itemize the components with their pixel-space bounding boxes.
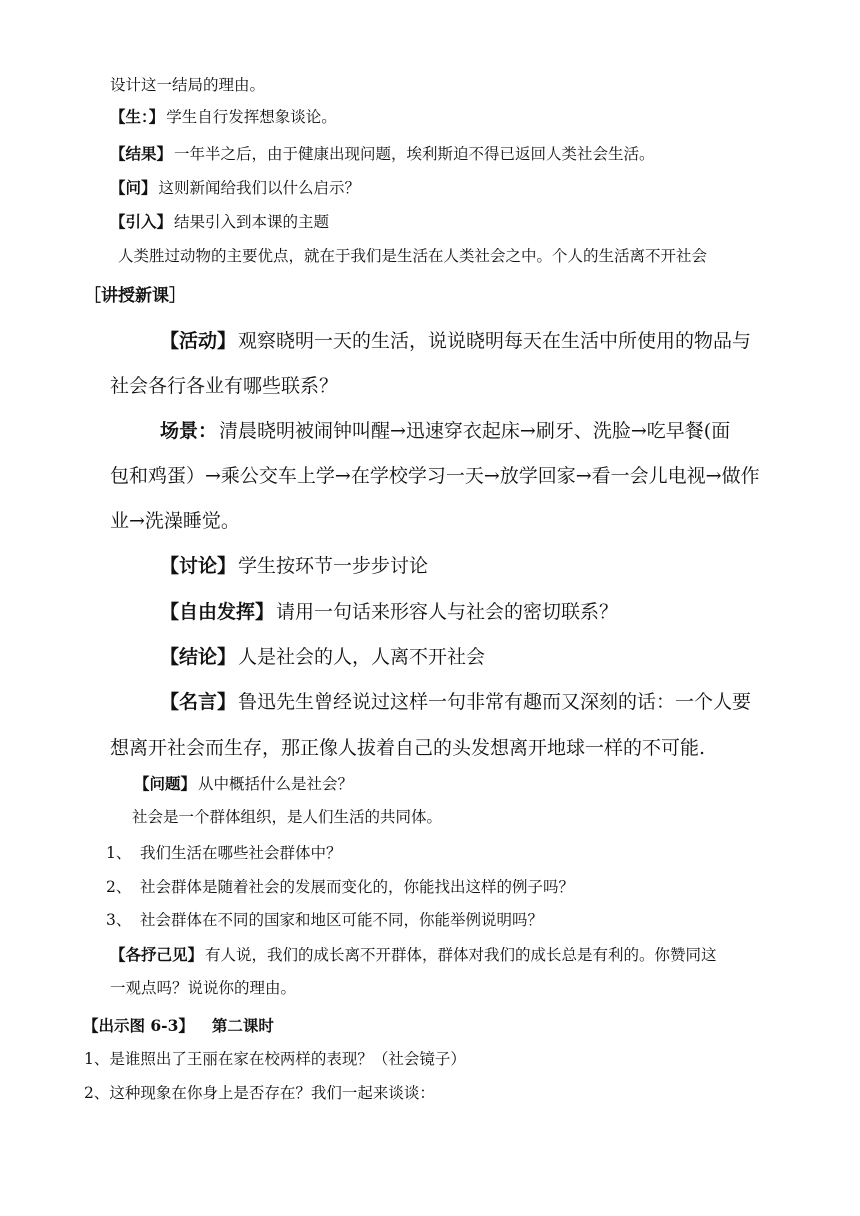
line-text: 这则新闻给我们以什么启示？ bbox=[158, 179, 361, 197]
text-line bbox=[132, 805, 442, 827]
text-line bbox=[110, 371, 338, 398]
line-text: 学生按环节一步步讨论 bbox=[238, 555, 429, 577]
text-line bbox=[110, 733, 705, 760]
list-number: 1、 bbox=[106, 844, 132, 862]
line-text: 设计这一结局的理由。 bbox=[110, 76, 266, 94]
text-line bbox=[110, 73, 265, 95]
text-line bbox=[110, 506, 240, 533]
text-line bbox=[160, 551, 428, 578]
text-line bbox=[110, 142, 655, 164]
text-line bbox=[160, 597, 618, 624]
text-line bbox=[110, 210, 329, 232]
line-text: 1、是谁照出了王丽在家在校两样的表现？（社会镜子） bbox=[84, 1050, 466, 1068]
bold-label: 【讨论】 bbox=[160, 555, 237, 577]
line-text: 结果引入到本课的主题 bbox=[174, 213, 330, 231]
list-item bbox=[106, 841, 342, 863]
bold-label: 【活动】 bbox=[160, 330, 237, 352]
line-text: 观察晓明一天的生活，说说晓明每天在生活中所使用的物品与 bbox=[238, 330, 752, 352]
bold-label: 【结论】 bbox=[160, 646, 237, 668]
line-text: 社会群体是随着社会的发展而变化的，你能找出这样的例子吗？ bbox=[140, 878, 575, 896]
heading-text: ［讲授新课］ bbox=[84, 286, 186, 306]
line-text: 一观点吗？说说你的理由。 bbox=[110, 979, 297, 997]
bold-label: 【各抒己见】 bbox=[110, 945, 204, 964]
list-number: 2、 bbox=[106, 878, 132, 896]
bold-label: 【名言】 bbox=[160, 691, 237, 713]
text-line bbox=[118, 244, 707, 266]
list-item bbox=[106, 875, 574, 897]
line-text: 一年半之后，由于健康出现问题，埃利斯迫不得已返回人类社会生活。 bbox=[174, 145, 655, 163]
line-text: 清晨晓明被闹钟叫醒→迅速穿衣起床→刷牙、洗脸→吃早餐(面 bbox=[219, 420, 731, 442]
text-line bbox=[110, 176, 360, 198]
line-text: 我们生活在哪些社会群体中？ bbox=[140, 844, 342, 862]
line-text: 社会各行各业有哪些联系？ bbox=[110, 375, 339, 397]
lesson-label: 第二课时 bbox=[211, 1016, 274, 1035]
text-line bbox=[110, 461, 760, 488]
line-text: 人类胜过动物的主要优点，就在于我们是生活在人类社会之中。个人的生活离不开社会 bbox=[118, 247, 708, 265]
list-item bbox=[106, 908, 543, 930]
line-text: 包和鸡蛋）→乘公交车上学→在学校学习一天→放学回家→看一会儿电视→做作 bbox=[110, 465, 760, 487]
line-text: 社会是一个群体组织，是人们生活的共同体。 bbox=[132, 808, 443, 826]
list-number: 3、 bbox=[106, 911, 132, 929]
line-text: 社会群体在不同的国家和地区可能不同，你能举例说明吗？ bbox=[140, 911, 544, 929]
bold-label: 【问】 bbox=[110, 178, 157, 197]
bold-label: 【生：】 bbox=[110, 107, 165, 126]
bold-label: 【引入】 bbox=[110, 212, 173, 231]
text-line bbox=[134, 772, 353, 794]
line-text: 从中概括什么是社会？ bbox=[198, 775, 354, 793]
bold-label: 【问题】 bbox=[134, 774, 197, 793]
bold-label: 【出示图 6-3】 bbox=[83, 1016, 194, 1035]
text-line bbox=[110, 105, 337, 127]
text-line bbox=[160, 642, 485, 669]
text-line bbox=[110, 943, 717, 965]
text-line bbox=[160, 326, 751, 353]
text-line bbox=[84, 1047, 466, 1069]
line-text: 学生自行发挥想象谈论。 bbox=[166, 108, 337, 126]
line-text: 有人说，我们的成长离不开群体，群体对我们的成长总是有利的。你赞同这 bbox=[205, 946, 717, 964]
bold-label: 场景： bbox=[160, 420, 218, 442]
line-text: 请用一句话来形容人与社会的密切联系？ bbox=[276, 601, 619, 623]
text-line bbox=[160, 687, 751, 714]
text-line bbox=[110, 976, 296, 998]
line-text: 2、这种现象在你身上是否存在？我们一起来谈谈： bbox=[84, 1084, 435, 1102]
bold-label: 【结果】 bbox=[110, 144, 173, 163]
line-text: 想离开社会而生存，那正像人拔着自己的头发想离开地球一样的不可能. bbox=[110, 737, 706, 759]
line-text: 业→洗澡睡觉。 bbox=[110, 510, 240, 532]
line-text: 鲁迅先生曾经说过这样一句非常有趣而又深刻的话：一个人要 bbox=[238, 691, 752, 713]
text-line bbox=[84, 1081, 435, 1103]
text-line bbox=[83, 1014, 274, 1036]
line-text: 人是社会的人，人离不开社会 bbox=[238, 646, 486, 668]
section-heading bbox=[84, 281, 186, 306]
bold-label: 【自由发挥】 bbox=[160, 601, 275, 623]
text-line bbox=[160, 416, 730, 443]
